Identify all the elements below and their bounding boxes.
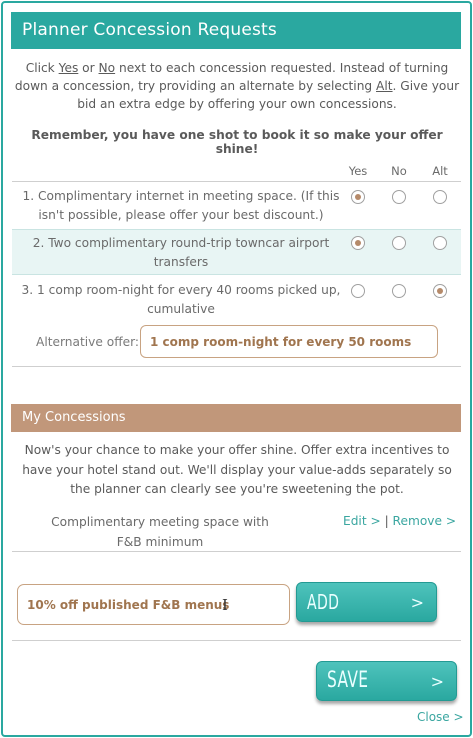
intro-part: or xyxy=(78,61,99,75)
action-separator: | xyxy=(384,514,389,528)
request-1-yes-radio[interactable] xyxy=(351,190,365,204)
request-row xyxy=(12,182,461,229)
add-button-label: ADD xyxy=(307,590,340,614)
concession-item-actions xyxy=(343,514,456,528)
new-concession-input[interactable] xyxy=(17,584,290,625)
close-link[interactable]: Close > xyxy=(417,710,464,724)
save-button-label: SAVE xyxy=(327,668,369,693)
my-concessions-description: Now's your chance to make your offer shine. Offer extra incentives to have your hotel stand out. We'll display your value-adds separately so the planner can clearly see you're sweetening the pot. xyxy=(22,443,452,496)
request-3-alt-radio[interactable] xyxy=(433,284,447,298)
intro-text xyxy=(14,59,460,113)
chevron-right-icon: > xyxy=(430,672,444,691)
divider xyxy=(12,640,461,641)
intro-part: next to each concession requested. Instead of turning down a concession, try providing an alternate by selecting xyxy=(14,61,449,93)
divider xyxy=(12,366,461,367)
concession-item-text: Complimentary meeting space with F&B minimum xyxy=(51,515,269,549)
request-3-no-radio[interactable] xyxy=(392,284,406,298)
request-3-yes-radio[interactable] xyxy=(351,284,365,298)
divider xyxy=(12,551,461,552)
column-header-no: No xyxy=(391,164,407,178)
request-2-alt-radio[interactable] xyxy=(433,236,447,250)
request-1-no-radio[interactable] xyxy=(392,190,406,204)
intro-part: Click xyxy=(25,61,59,75)
request-row xyxy=(12,229,461,275)
alternative-offer-label: Alternative offer: xyxy=(36,335,139,349)
remove-link[interactable]: Remove > xyxy=(392,514,457,528)
dialog-title: Planner Concession Requests xyxy=(11,12,461,49)
column-header-yes: Yes xyxy=(348,164,368,178)
request-text: 2. Two complimentary round-trip towncar airport transfers xyxy=(32,236,330,269)
save-button[interactable] xyxy=(316,661,457,701)
request-1-alt-radio[interactable] xyxy=(433,190,447,204)
edit-link[interactable]: Edit > xyxy=(343,514,381,528)
request-2-no-radio[interactable] xyxy=(392,236,406,250)
request-text: 3. 1 comp room-night for every 40 rooms picked up, cumulative xyxy=(21,283,341,316)
column-header-alt: Alt xyxy=(432,164,448,178)
intro-alt: Alt xyxy=(376,79,393,93)
intro-no: No xyxy=(98,61,116,75)
intro-yes: Yes xyxy=(58,61,79,75)
text-cursor-icon: I xyxy=(222,596,228,614)
remember-text: Remember, you have one shot to book it so make your offer shine! xyxy=(31,128,443,156)
my-concessions-header: My Concessions xyxy=(11,404,461,432)
request-text: 1. Complimentary internet in meeting space. (If this isn't possible, please offer your best discount.) xyxy=(22,189,340,222)
chevron-right-icon: > xyxy=(410,593,424,612)
intro-part: . Give your bid an extra edge by offering your own concessions. xyxy=(77,79,460,111)
alternative-offer-input[interactable] xyxy=(140,325,438,358)
request-2-yes-radio[interactable] xyxy=(351,236,365,250)
add-button[interactable] xyxy=(296,582,437,622)
